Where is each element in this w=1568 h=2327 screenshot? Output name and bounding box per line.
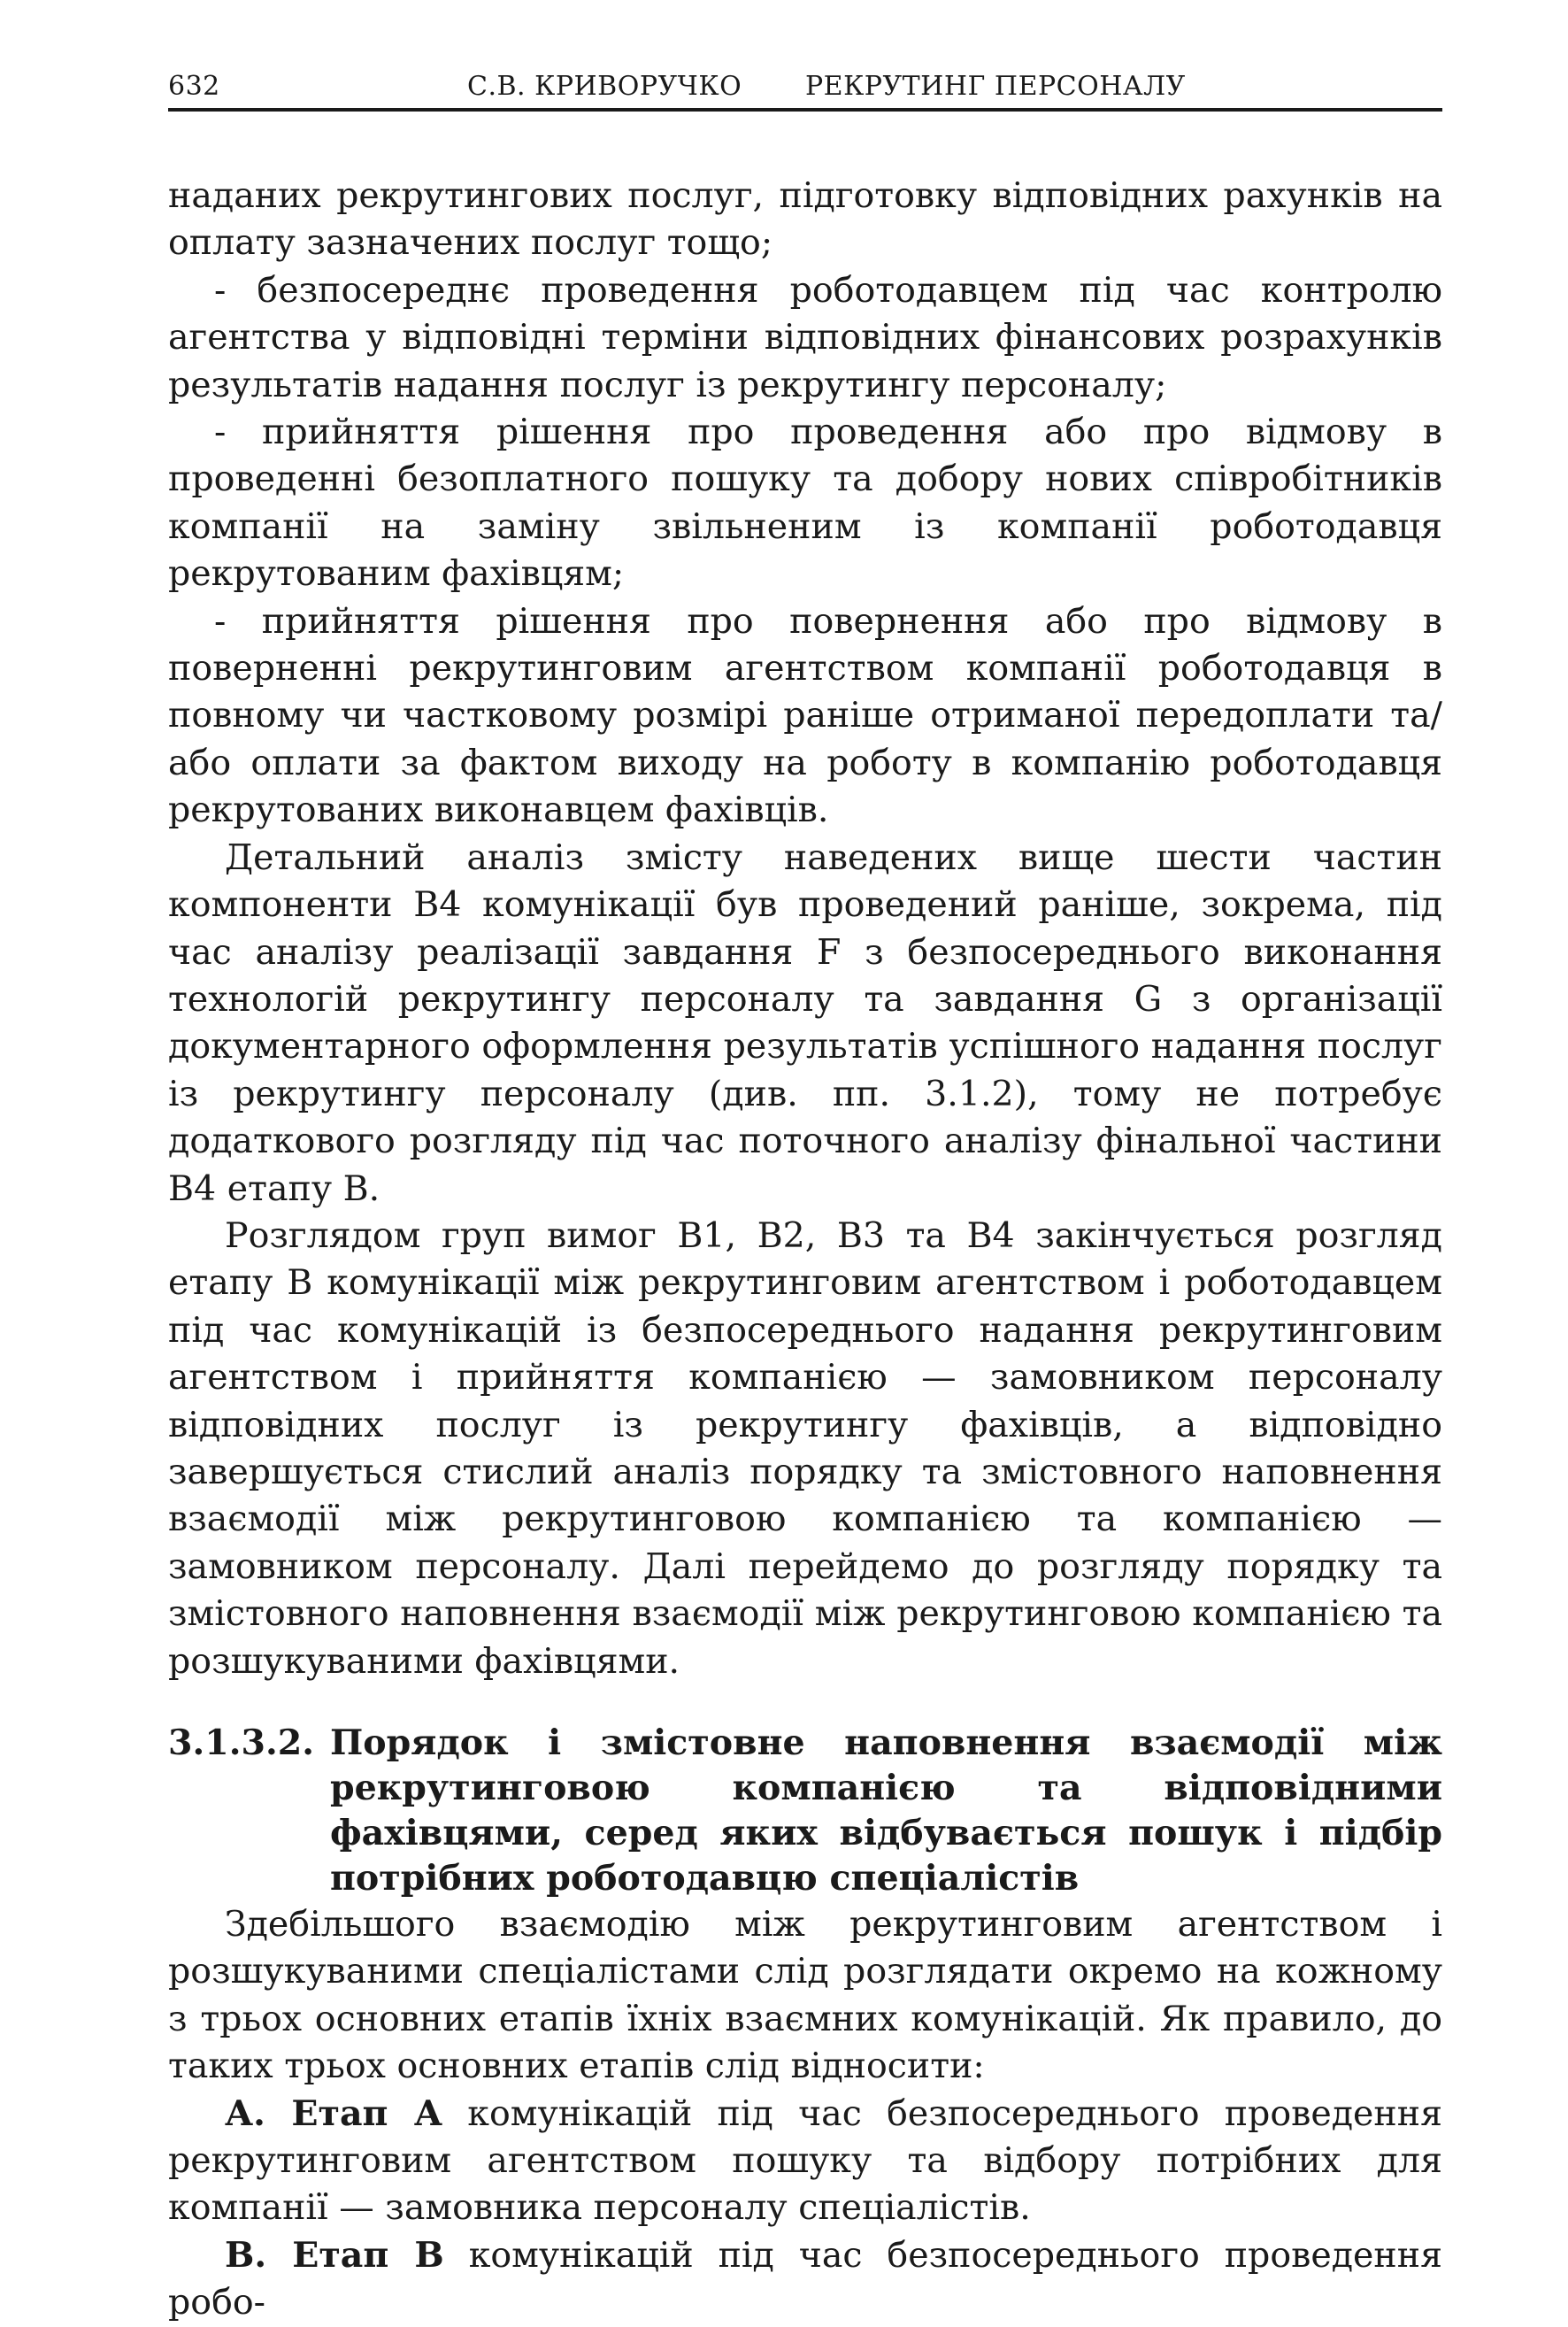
stage-a-text: комунікацій під час безпосереднього проведення рекрутинговим агентством пошуку та відбору потрібних для компанії — замовника персоналу спеціалістів.: [168, 2092, 1442, 2229]
paragraph-analysis: Детальний аналіз змісту наведених вище шести частин компоненти В4 комунікації був проведений раніше, зокрема, під час аналізу реалізації завдання F з безпосереднього виконання технологій рекрутингу персоналу та завдання G з організації документарного оформлення результатів успішного надання послуг із рекрутингу персоналу (див. пп. 3.1.2), тому не потребує додаткового розгляду під час поточного аналізу фінальної частини В4 етапу В.: [168, 836, 1442, 1209]
running-header: [168, 64, 1442, 112]
stage-a-item: [168, 2091, 1442, 2232]
paragraph-intro: Здебільшого взаємодію між рекрутинговим агентством і розшукуваними спеціалістами слід розглядати окремо на кожному з трьох основних етапів їхніх взаємних комунікацій. Як правило, до таких трьох основних етапів слід відносити:: [168, 1904, 1442, 2087]
stage-a-label: А. Етап А: [225, 2092, 443, 2134]
header-author: С.В. КРИВОРУЧКО: [467, 71, 742, 102]
paragraph-conclusion: Розглядом груп вимог В1, В2, В3 та В4 закінчується розгляд етапу В комунікації між рекрутинговим агентством і роботодавцем під час комунікацій із безпосереднього надання рекрутинговим агентством і прийняття компанією — замовником персоналу відповідних послуг із рекрутингу фахівців, а відповідно завершується стислий аналіз порядку та змістовного наповнення взаємодії між рекрутинговою компанією та компанією — замовником персоналу. Далі перейдемо до розгляду порядку та змістовного наповнення взаємодії між рекрутинговою компанією та розшукуваними фахівцями.: [168, 1214, 1442, 1682]
section-title: Порядок і змістовне наповнення взаємодії між рекрутинговою компанією та відповідними фахівцями, серед яких відбувається пошук і підбір потрібних роботодавцю спеціалістів: [330, 1722, 1442, 1899]
list-item-refund: - прийняття рішення про повернення або про відмову в поверненні рекрутинговим агентством компанії роботодавця в повному чи частковому розмірі раніше отриманої передоплати та/або оплати за фактом виходу на роботу в компанію роботодавця рекрутованих виконавцем фахівців.: [168, 600, 1442, 831]
stage-b-label: В. Етап В: [225, 2234, 444, 2276]
stage-b-text: комунікацій під час безпосереднього проведення робо-: [168, 2234, 1442, 2323]
page-number: 632: [168, 71, 220, 102]
header-book-title: РЕКРУТИНГ ПЕРСОНАЛУ: [805, 71, 1186, 102]
page-body: [168, 173, 1442, 2327]
list-item-settlement: - безпосереднє проведення роботодавцем під час контролю агентства у відповідні терміни відповідних фінансових розрахунків результатів надання послуг із рекрутингу персоналу;: [168, 269, 1442, 405]
paragraph-continuation: наданих рекрутингових послуг, підготовку відповідних рахунків на оплату зазначених послуг тощо;: [168, 175, 1442, 264]
section-number: 3.1.3.2.: [168, 1722, 314, 1763]
list-item-free-search: - прийняття рішення про проведення або про відмову в проведенні безоплатного пошуку та добору нових співробітників компанії на заміну звільненим із компанії роботодавця рекрутованим фахівцям;: [168, 412, 1442, 595]
section-heading: [168, 1721, 1442, 1901]
stage-b-item: [168, 2232, 1442, 2327]
